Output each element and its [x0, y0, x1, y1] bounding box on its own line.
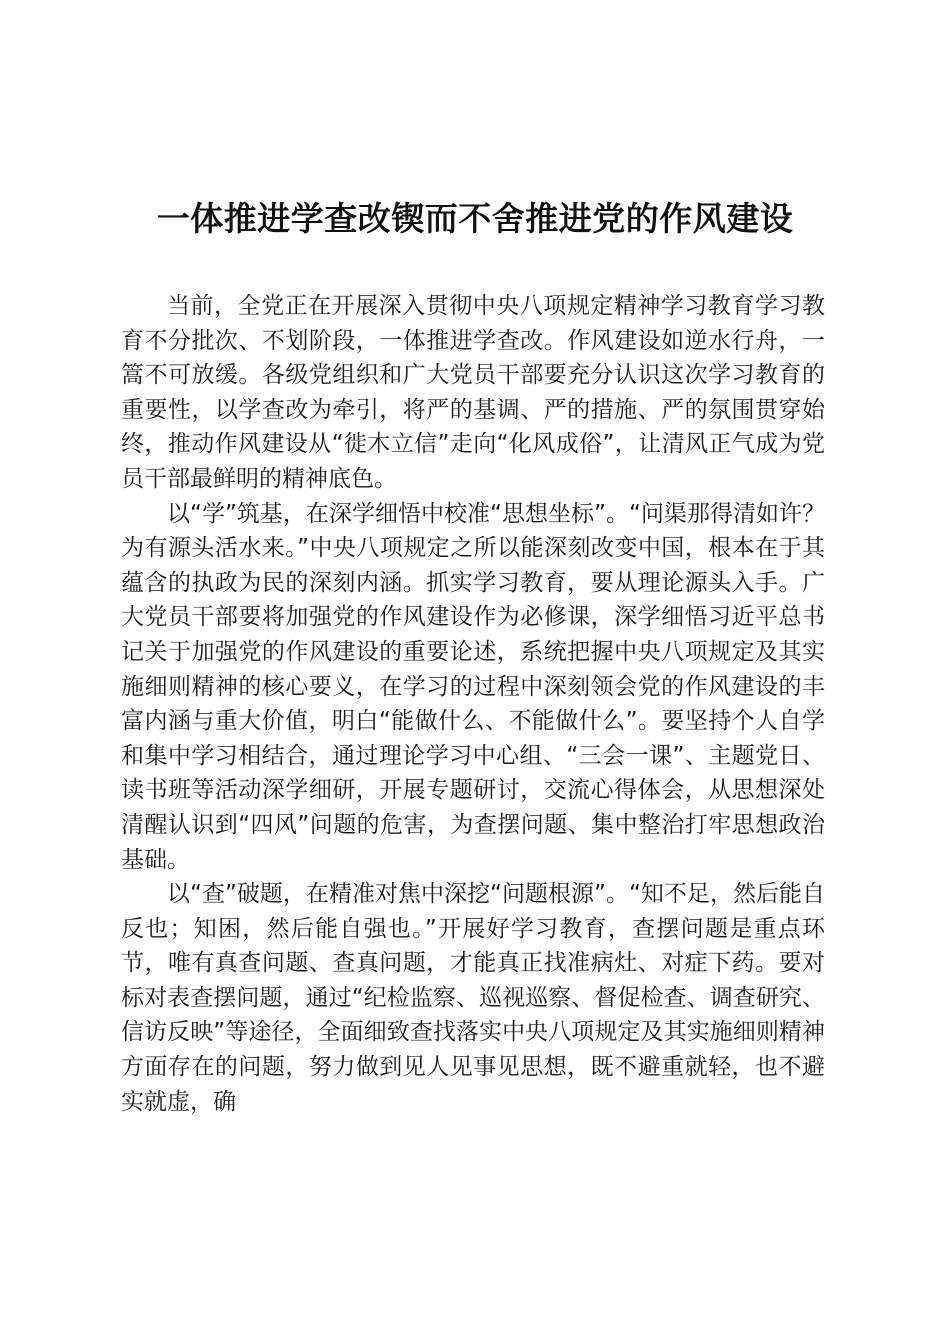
- paragraph-inspect: 以“查”破题，在精准对焦中深挖“问题根源”。“知不足，然后能自反也；知困，然后能自强也。”开展好学习教育，查摆问题是重点环节，唯有真查问题、查真问题，才能真正找准病灶、对症下药。要对标对表查摆问题，通过“纪检监察、巡视巡察、督促检查、调查研究、信访反映”等途径，全面细致查找落实中央八项规定及其实施细则精神方面存在的问题，努力做到见人见事见思想，既不避重就轻，也不避实就虚，确: [121, 881, 825, 1115]
- paragraph-intro: 当前，全党正在开展深入贯彻中央八项规定精神学习教育学习教育不分批次、不划阶段，一体推进学查改。作风建设如逆水行舟，一篙不可放缓。各级党组织和广大党员干部要充分认识这次学习教育的重要性，以学查改为牵引，将严的基调、严的措施、严的氛围贯穿始终，推动作风建设从“徙木立信”走向“化风成俗”，让清风正气成为党员干部最鲜明的精神底色。: [121, 293, 825, 492]
- document-body: [121, 289, 825, 1119]
- paragraph-study: 以“学”筑基，在深学细悟中校准“思想坐标”。“问渠那得清如许？为有源头活水来。”中央八项规定之所以能深刻改变中国，根本在于其蕴含的执政为民的深刻内涵。抓实学习教育，要从理论源头入手。广大党员干部要将加强党的作风建设作为必修课，深学细悟习近平总书记关于加强党的作风建设的重要论述，系统把握中央八项规定及其实施细则精神的核心要义，在学习的过程中深刻领会党的作风建设的丰富内涵与重大价值，明白“能做什么、不能做什么”。要坚持个人自学和集中学习相结合，通过理论学习中心组、“三会一课”、主题党日、读书班等活动深学细研，开展专题研讨，交流心得体会，从思想深处清醒认识到“四风”问题的危害，为查摆问题、集中整治打牢思想政治基础。: [121, 500, 825, 873]
- document-title: 一体推进学查改锲而不舍推进党的作风建设: [156, 199, 794, 238]
